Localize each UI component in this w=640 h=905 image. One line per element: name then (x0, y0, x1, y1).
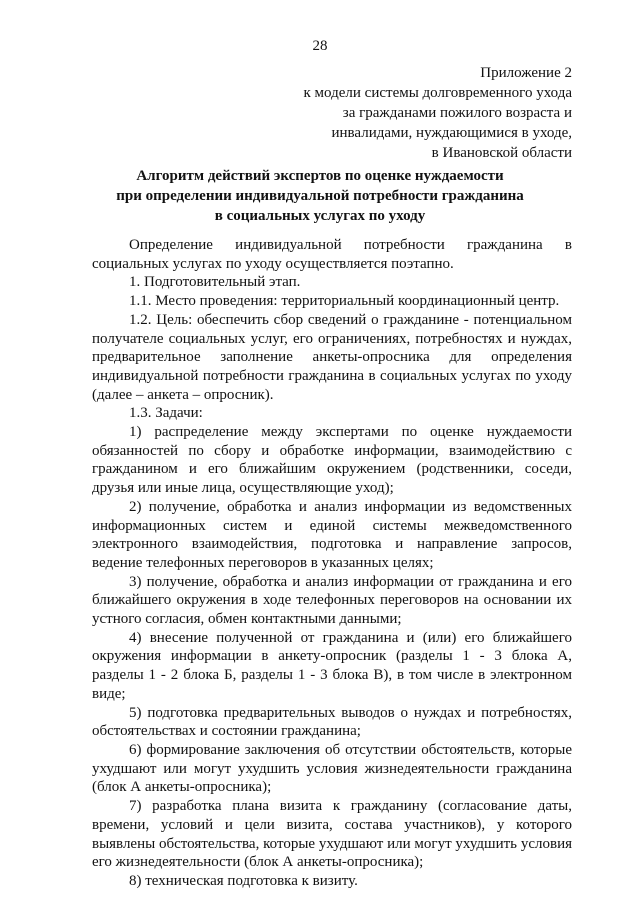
task-item-3: 3) получение, обработка и анализ информации от гражданина и его ближайшего окружения в ходе телефонных переговоров на основании их устного согласия, обмен контактными данными; (92, 573, 572, 628)
task-item-4: 4) внесение полученной от гражданина и (или) его ближайшего окружения информации в анкету-опросник (разделы 1 - 3 блока А, разделы 1 - 2 блока Б, разделы 1 - 3 блока В), в том числе в электронном виде; (92, 629, 572, 702)
appendix-line: инвалидами, нуждающимися в уходе, (331, 125, 572, 141)
paragraph-1-1: 1.1. Место проведения: территориальный координационный центр. (129, 293, 560, 310)
title-line: Алгоритм действий экспертов по оценке нуждаемости (136, 168, 504, 184)
task-item-2: 2) получение, обработка и анализ информации из ведомственных информационных систем и единой системы межведомственного электронного взаимодействия, подготовка и направление запросов, ведение телефонных переговоров в указанных целях; (92, 498, 572, 571)
task-item-5: 5) подготовка предварительных выводов о нуждах и потребностях, обстоятельствах и состоянии гражданина; (92, 704, 572, 740)
appendix-line: за гражданами пожилого возраста и (342, 105, 572, 121)
task-item-1: 1) распределение между экспертами по оценке нуждаемости обязанностей по сбору и обработке информации, взаимодействию с гражданином и его ближайшим окружением (родственники, соседи, друзья или иные лица, осуществляющие уход); (92, 424, 572, 497)
task-item-6: 6) формирование заключения об отсутствии обстоятельств, которые ухудшают или могут ухудшить условия жизнедеятельности гражданина (блок А анкеты-опросника); (92, 741, 572, 796)
appendix-header (304, 63, 572, 163)
title-line: при определении индивидуальной потребности гражданина (116, 188, 524, 204)
document-body (92, 236, 572, 891)
task-item-7: 7) разработка плана визита к гражданину (согласование даты, времени, условий и цели визита, состава участников), у которого выявлены обстоятельства, которые ухудшают или могут ухудшить условия его жизнедеятельности (блок А анкеты-опросника); (92, 798, 572, 871)
appendix-line: к модели системы долговременного ухода (303, 85, 572, 101)
paragraph-intro: Определение индивидуальной потребности гражданина в социальных услугах по уходу осуществляется поэтапно. (92, 237, 572, 272)
paragraph-1-3: 1.3. Задачи: (129, 405, 203, 422)
appendix-line: Приложение 2 (480, 65, 572, 81)
appendix-line: в Ивановской области (431, 145, 572, 161)
paragraph-section-1: 1. Подготовительный этап. (129, 274, 301, 291)
title-line: в социальных услугах по уходу (214, 208, 426, 224)
document-title (0, 166, 640, 226)
page-number: 28 (312, 38, 328, 54)
paragraph-1-2: 1.2. Цель: обеспечить сбор сведений о гражданине - потенциальном получателе социальных услуг, его ограничениях, потребностях и нуждах, предварительное заполнение анкеты-опросника для определения индивидуальной потребности гражданина в социальных услугах по уходу (далее – анкета – опросник). (92, 311, 572, 403)
task-item-8: 8) техническая подготовка к визиту. (129, 872, 358, 889)
